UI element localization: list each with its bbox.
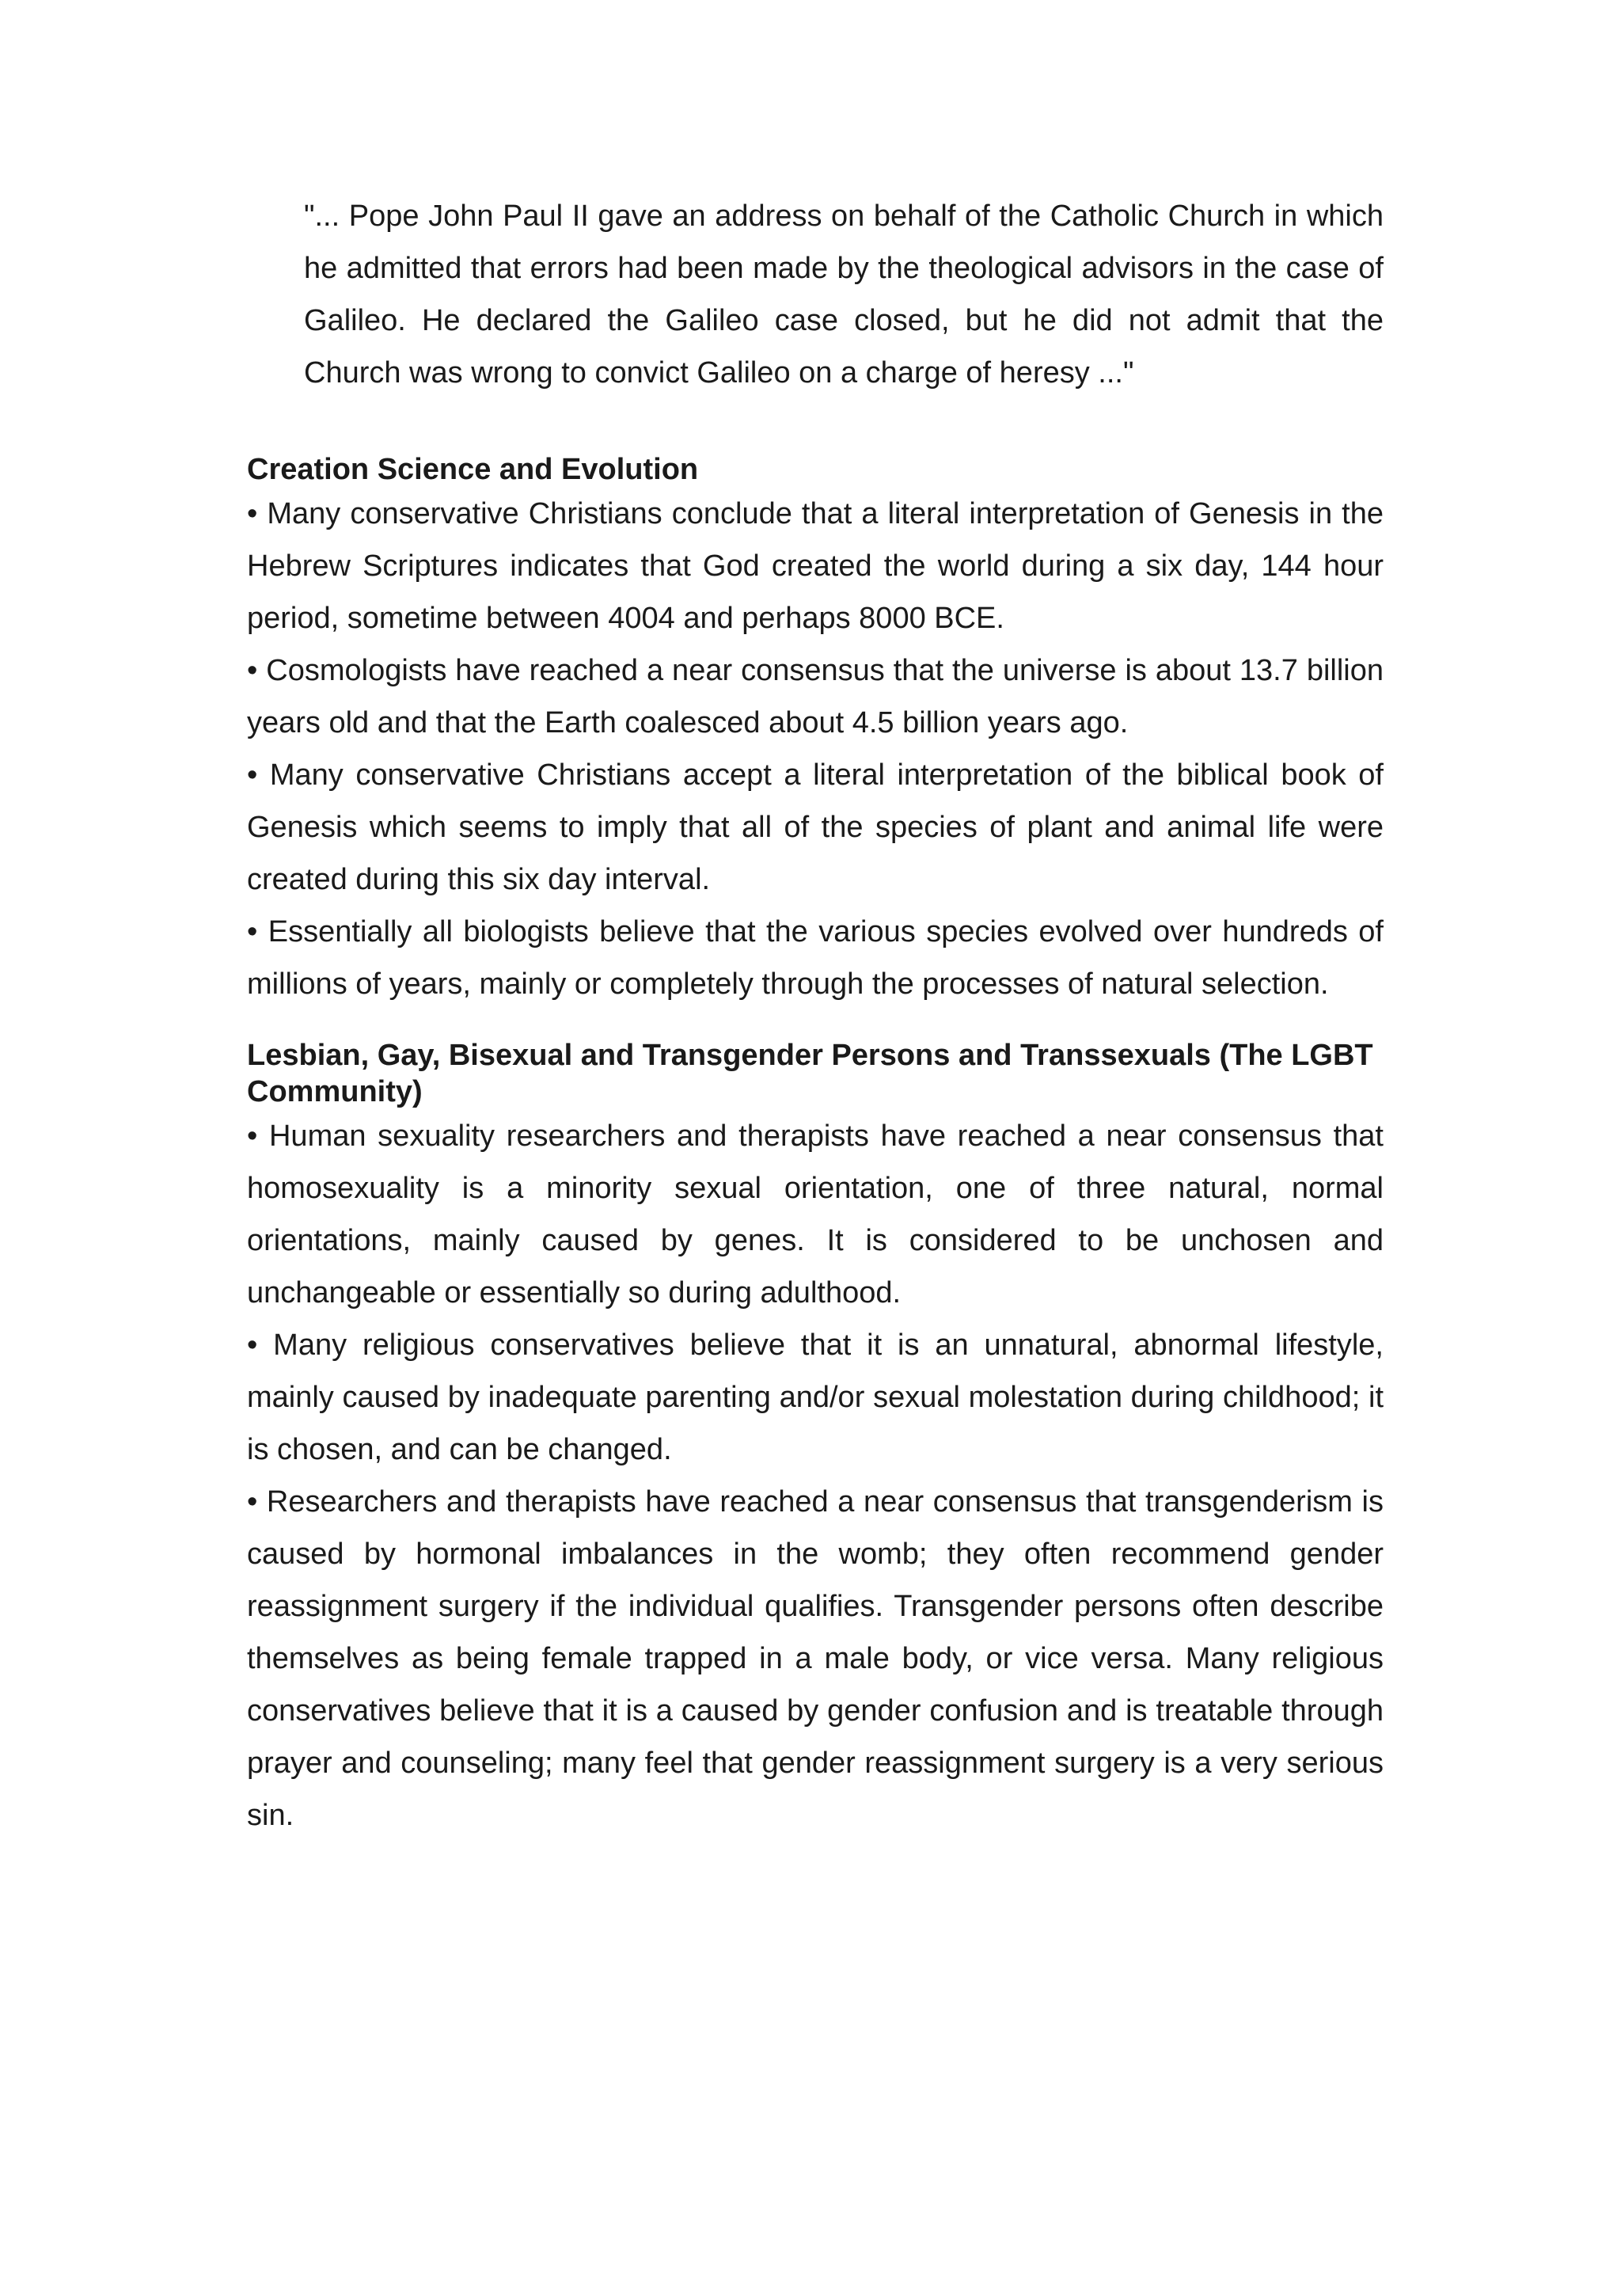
section-lgbt-community <box>247 1037 1384 1842</box>
section-heading: Lesbian, Gay, Bisexual and Transgender Persons and Transsexuals (The LGBT Community) <box>247 1039 1373 1108</box>
galileo-quote: "... Pope John Paul II gave an address on behalf of the Catholic Church in which he admitted that errors had been made by the theological advisors in the case of Galileo. He declared the Galileo case closed, but he did not admit that the Church was wrong to convict Galileo on a charge of heresy ..." <box>304 200 1384 390</box>
bullet-item: • Many conservative Christians accept a literal interpretation of the biblical book of Genesis which seems to imply that all of the species of plant and animal life were created during this six day interval. <box>247 758 1384 896</box>
bullet-item: • Essentially all biologists believe that the various species evolved over hundreds of millions of years, mainly or completely through the processes of natural selection. <box>247 915 1384 1001</box>
bullet-item: • Human sexuality researchers and therapists have reached a near consensus that homosexuality is a minority sexual orientation, one of three natural, normal orientations, mainly caused by genes. It is considered to be unchosen and unchangeable or essentially so during adulthood. <box>247 1119 1384 1310</box>
bullet-item: • Many religious conservatives believe that it is an unnatural, abnormal lifestyle, mainly caused by inadequate parenting and/or sexual molestation during childhood; it is chosen, and can be changed. <box>247 1329 1384 1466</box>
bullet-item: • Cosmologists have reached a near consensus that the universe is about 13.7 billion years old and that the Earth coalesced about 4.5 billion years ago. <box>247 654 1384 739</box>
bullet-item: • Researchers and therapists have reached a near consensus that transgenderism is caused by hormonal imbalances in the womb; they often recommend gender reassignment surgery if the individual qualifies. Transgender persons often describe themselves as being female trapped in a male body, or vice versa. Many religious conservatives believe that it is a caused by gender confusion and is treatable through prayer and counseling; many feel that gender reassignment surgery is a very serious sin. <box>247 1485 1384 1832</box>
section-heading: Creation Science and Evolution <box>247 453 699 486</box>
section-creation-science <box>247 451 1384 1010</box>
bullet-item: • Many conservative Christians conclude that a literal interpretation of Genesis in the Hebrew Scriptures indicates that God created the world during a six day, 144 hour period, sometime between 4004 and perhaps 8000 BCE. <box>247 497 1384 635</box>
